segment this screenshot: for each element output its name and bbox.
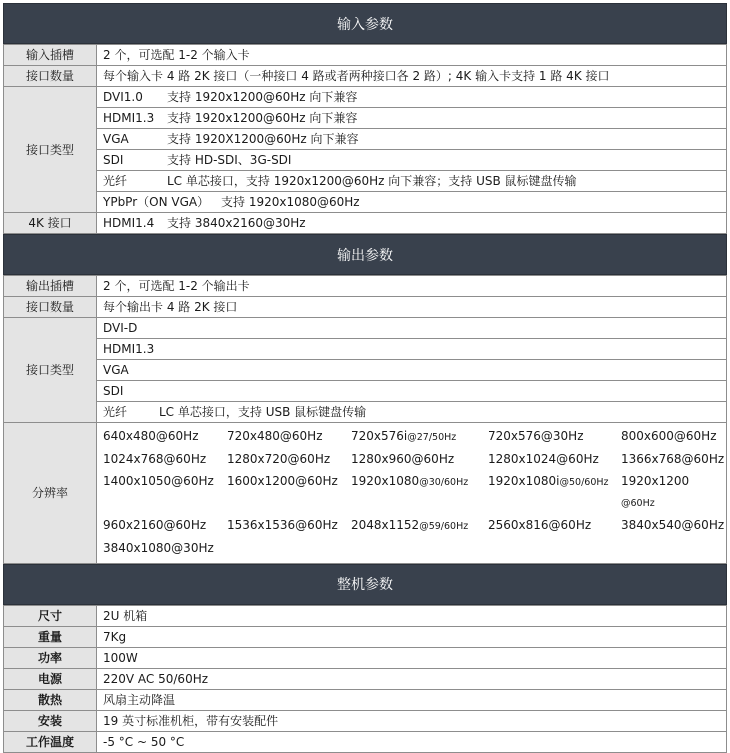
input-port-type-cell [97, 87, 727, 108]
table-row [4, 45, 727, 66]
output-port-count-value: 每个输出卡 4 路 2K 接口 [97, 297, 727, 318]
output-port-type-cell [97, 339, 727, 360]
resolution-main: 720x576i [351, 429, 408, 443]
machine-section-title: 整机参数 [3, 564, 727, 605]
resolution-rate: @60Hz [621, 498, 655, 510]
input-4k-cell [97, 213, 727, 234]
table-row [4, 689, 727, 710]
resolution-row [103, 538, 726, 560]
port-name: SDI [103, 384, 124, 398]
table-row [4, 647, 727, 668]
resolution-item [488, 426, 621, 449]
table-row [4, 150, 727, 171]
port-desc: LC 单芯接口，支持 USB 鼠标键盘传输 [159, 405, 367, 419]
resolution-main: 1366x768@60Hz [621, 451, 725, 466]
output-port-count-label: 接口数量 [4, 297, 97, 318]
output-port-type-cell [97, 360, 727, 381]
supply-value: 220V AC 50/60Hz [97, 668, 727, 689]
cooling-value: 风扇主动降温 [97, 689, 727, 710]
port-name: HDMI1.4 [103, 216, 155, 230]
table-row [4, 402, 727, 423]
output-spec-table [3, 275, 727, 564]
output-slots-value: 2 个，可选配 1-2 个输出卡 [97, 276, 727, 297]
resolution-main: 3840x540@60Hz [621, 518, 725, 533]
resolution-item [227, 515, 351, 538]
resolution-main: 1280x960@60Hz [351, 451, 455, 466]
port-desc: 支持 HD-SDI、3G-SDI [167, 153, 292, 167]
resolution-rate: @59/60Hz [419, 521, 469, 533]
resolution-rate: @30/60Hz [419, 476, 469, 488]
port-name: 光纤 [103, 405, 128, 419]
input-slots-value: 2 个，可选配 1-2 个输入卡 [97, 45, 727, 66]
table-row [4, 360, 727, 381]
resolution-main: 720x576@30Hz [488, 429, 584, 443]
table-row [4, 423, 727, 564]
install-label: 安装 [4, 710, 97, 731]
port-desc: LC 单芯接口，支持 1920x1200@60Hz 向下兼容；支持 USB 鼠标键盘传输 [167, 174, 577, 188]
resolution-rate: @50/60Hz [559, 476, 609, 488]
output-port-type-cell [97, 318, 727, 339]
output-port-type-label: 接口类型 [4, 318, 97, 423]
table-row [4, 171, 727, 192]
spec-sheet [3, 3, 727, 753]
output-port-type-cell [97, 381, 727, 402]
table-row [4, 318, 727, 339]
resolution-main: 1920x1080i [488, 473, 560, 488]
port-desc: 支持 1920X1200@60Hz 向下兼容 [167, 132, 359, 146]
output-section-title: 输出参数 [3, 234, 727, 275]
resolution-main: 720x480@60Hz [227, 429, 323, 443]
port-name: DVI1.0 [103, 90, 143, 104]
input-section-title: 输入参数 [3, 3, 727, 44]
input-port-count-label: 接口数量 [4, 66, 97, 87]
table-row [4, 668, 727, 689]
resolution-item [621, 515, 725, 538]
port-name: HDMI1.3 [103, 111, 155, 125]
table-row [4, 626, 727, 647]
port-name: HDMI1.3 [103, 342, 155, 356]
port-name: YPbPr（ON VGA） [103, 195, 210, 209]
table-row [4, 605, 727, 626]
table-row [4, 108, 727, 129]
table-row [4, 192, 727, 213]
resolution-row [103, 426, 726, 449]
resolution-label: 分辨率 [4, 423, 97, 564]
supply-label: 电源 [4, 668, 97, 689]
resolution-item [621, 449, 725, 471]
temperature-label: 工作温度 [4, 731, 97, 752]
resolution-item [488, 471, 621, 516]
install-value: 19 英寸标准机柜，带有安装配件 [97, 710, 727, 731]
resolution-item [351, 449, 488, 471]
machine-spec-table [3, 605, 727, 753]
input-4k-label: 4K 接口 [4, 213, 97, 234]
resolution-main: 800x600@60Hz [621, 429, 717, 443]
port-desc: 支持 1920x1080@60Hz [221, 195, 360, 209]
resolution-row [103, 471, 726, 516]
port-desc: 支持 1920x1200@60Hz 向下兼容 [167, 111, 358, 125]
resolution-item [103, 426, 227, 449]
resolution-item [488, 515, 621, 538]
temperature-value: -5 °C ~ 50 °C [97, 731, 727, 752]
power-value: 100W [97, 647, 727, 668]
output-port-type-cell [97, 402, 727, 423]
table-row [4, 213, 727, 234]
input-port-count-value: 每个输入卡 4 路 2K 接口（一种接口 4 路或者两种接口各 2 路）; 4K 输入卡支持 1 路 4K 接口 [97, 66, 727, 87]
resolution-item [103, 449, 227, 471]
table-row [4, 276, 727, 297]
resolution-main: 1600x1200@60Hz [227, 473, 338, 488]
resolution-item [351, 471, 488, 516]
size-label: 尺寸 [4, 605, 97, 626]
table-row [4, 297, 727, 318]
input-port-type-cell [97, 171, 727, 192]
resolution-item [103, 471, 227, 516]
port-name: VGA [103, 132, 129, 146]
port-name: 光纤 [103, 174, 128, 188]
resolution-item [227, 471, 351, 516]
table-row [4, 339, 727, 360]
resolution-main: 1920x1080 [351, 473, 420, 488]
resolution-main: 2048x1152 [351, 518, 420, 533]
port-desc: 支持 3840x2160@30Hz [167, 216, 306, 230]
input-port-type-cell [97, 192, 727, 213]
resolution-item [621, 471, 721, 516]
table-row [4, 381, 727, 402]
resolution-main: 640x480@60Hz [103, 429, 199, 443]
resolution-item [227, 426, 351, 449]
cooling-label: 散热 [4, 689, 97, 710]
input-port-type-label: 接口类型 [4, 87, 97, 213]
table-row [4, 129, 727, 150]
table-row [4, 87, 727, 108]
input-port-type-cell [97, 150, 727, 171]
resolution-item [351, 426, 488, 449]
size-value: 2U 机箱 [97, 605, 727, 626]
resolution-row [103, 449, 726, 471]
resolution-main: 1920x1200 [621, 473, 690, 488]
resolution-main: 2560x816@60Hz [488, 518, 592, 533]
port-name: DVI-D [103, 321, 138, 335]
resolution-main: 1280x1024@60Hz [488, 451, 599, 466]
input-spec-table [3, 44, 727, 234]
table-row [4, 66, 727, 87]
table-row [4, 731, 727, 752]
port-name: SDI [103, 153, 124, 167]
resolution-item [103, 515, 227, 538]
resolution-item [621, 426, 721, 449]
resolution-main: 1280x720@60Hz [227, 451, 331, 466]
port-name: VGA [103, 363, 129, 377]
resolution-rate: @27/50Hz [407, 432, 457, 443]
resolution-main: 1536x1536@60Hz [227, 518, 338, 533]
resolution-main: 960x2160@60Hz [103, 518, 207, 533]
resolution-main: 1400x1050@60Hz [103, 473, 214, 488]
port-desc: 支持 1920x1200@60Hz 向下兼容 [167, 90, 358, 104]
resolution-main: 3840x1080@30Hz [103, 540, 214, 555]
resolution-item [227, 449, 351, 471]
resolution-item [488, 449, 621, 471]
input-slots-label: 输入插槽 [4, 45, 97, 66]
table-row [4, 710, 727, 731]
resolution-item [103, 538, 227, 560]
input-port-type-cell [97, 108, 727, 129]
weight-value: 7Kg [97, 626, 727, 647]
resolution-grid [97, 423, 727, 564]
resolution-row [103, 515, 726, 538]
weight-label: 重量 [4, 626, 97, 647]
input-port-type-cell [97, 129, 727, 150]
resolution-item [351, 515, 488, 538]
power-label: 功率 [4, 647, 97, 668]
resolution-main: 1024x768@60Hz [103, 451, 207, 466]
output-slots-label: 输出插槽 [4, 276, 97, 297]
